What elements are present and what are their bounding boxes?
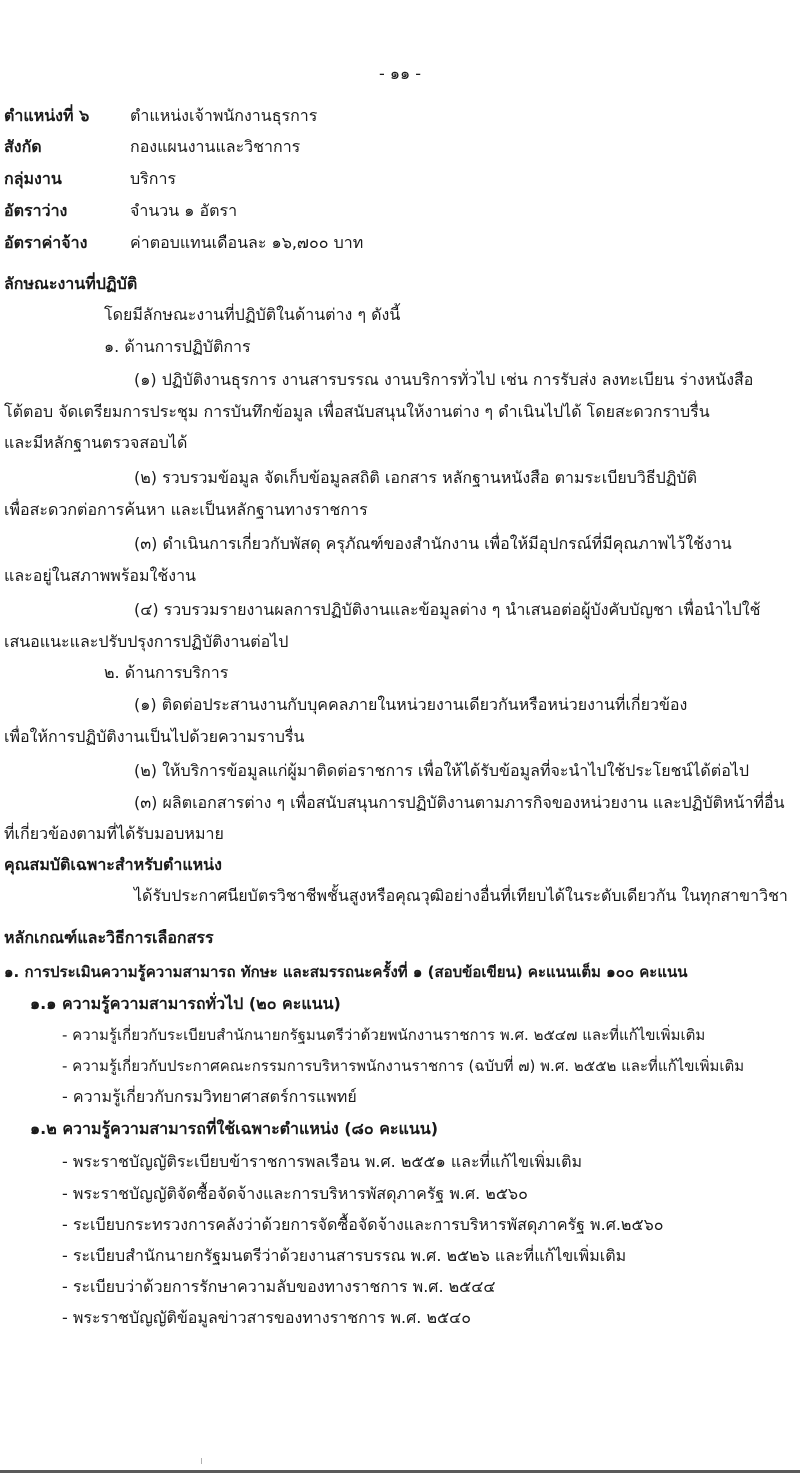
page-number: - ๑๑ - [378,64,422,83]
duties-intro: โดยมีลักษณะงานที่ปฏิบัติในด้านต่าง ๆ ดังนี้ [104,305,401,324]
duties-section-title: ๒. ด้านการบริการ [104,663,229,682]
duty-item-text: เพื่อให้การปฏิบัติงานเป็นไปด้วยความราบรื่น [4,727,305,746]
position-info-value: กองแผนงานและวิชาการ [130,137,301,156]
duties-section-title: ๑. ด้านการปฏิบัติการ [104,337,251,356]
selection-list-item: - ความรู้เกี่ยวกับระเบียบสำนักนายกรัฐมนตรีว่าด้วยพนักงานราชการ พ.ศ. ๒๕๔๗ และที่แก้ไขเพิ่มเติม [62,1026,706,1044]
duty-item-text: (๑) ติดต่อประสานงานกับบุคคลภายในหน่วยงานเดียวกันหรือหน่วยงานที่เกี่ยวข้อง [134,695,688,714]
duty-item-text: (๓) ดำเนินการเกี่ยวกับพัสดุ ครุภัณฑ์ของสำนักงาน เพื่อให้มีอุปกรณ์ที่มีคุณภาพไว้ใช้งาน [134,534,732,553]
duty-item-text: และอยู่ในสภาพพร้อมใช้งาน [4,566,196,585]
selection-list-item: - พระราชบัญญัติจัดซื้อจัดจ้างและการบริหารพัสดุภาครัฐ พ.ศ. ๒๕๖๐ [62,1184,528,1203]
position-info-value: บริการ [130,169,177,188]
duty-item-text: (๒) ให้บริการข้อมูลแก่ผู้มาติดต่อราชการ เพื่อให้ได้รับข้อมูลที่จะนำไปใช้ประโยชน์ได้ต่อไป [134,761,749,780]
duty-item-text: โต้ตอบ จัดเตรียมการประชุม การบันทึกข้อมูล เพื่อสนับสนุนให้งานต่าง ๆ ดำเนินไปได้ โดยสะดวกราบรื่น [4,402,710,421]
position-info-label: กลุ่มงาน [4,169,62,188]
duty-item-text: เพื่อสะดวกต่อการค้นหา และเป็นหลักฐานทางราชการ [4,500,368,519]
selection-list-item: - ระเบียบว่าด้วยการรักษาความลับของทางราชการ พ.ศ. ๒๕๔๔ [62,1277,496,1296]
qualifications-text: ได้รับประกาศนียบัตรวิชาชีพชั้นสูงหรือคุณวุฒิอย่างอื่นที่เทียบได้ในระดับเดียวกัน ในทุกสาขาวิชา [134,886,788,905]
duties-heading: ลักษณะงานที่ปฏิบัติ [4,274,138,293]
position-info-value: จำนวน ๑ อัตรา [130,201,238,220]
duty-item-text: (๔) รวบรวมรายงานผลการปฏิบัติงานและข้อมูลต่าง ๆ นำเสนอต่อผู้บังคับบัญชา เพื่อนำไปใช้ [134,600,761,619]
duty-item-text: และมีหลักฐานตรวจสอบได้ [4,433,188,452]
selection-list-item: - ความรู้เกี่ยวกับประกาศคณะกรรมการบริหารพนักงานราชการ (ฉบับที่ ๗) พ.ศ. ๒๕๕๒ และที่แก้ไขเพิ่มเติม [62,1057,745,1075]
position-info-value: ตำแหน่งเจ้าพนักงานธุรการ [130,106,318,125]
duty-item-text: (๑) ปฏิบัติงานธุรการ งานสารบรรณ งานบริการทั่วไป เช่น การรับส่ง ลงทะเบียน ร่างหนังสือ [134,370,754,389]
selection-part-title: ๑. การประเมินความรู้ความสามารถ ทักษะ และสมรรถนะครั้งที่ ๑ (สอบข้อเขียน) คะแนนเต็ม ๑๐๐ คะแนน [4,963,688,981]
selection-heading: หลักเกณฑ์และวิธีการเลือกสรร [4,928,214,947]
selection-list-item: - พระราชบัญญัติข้อมูลข่าวสารของทางราชการ พ.ศ. ๒๕๔๐ [62,1308,471,1327]
scan-mark [201,1458,202,1464]
selection-list-item: - ระเบียบกระทรวงการคลังว่าด้วยการจัดซื้อจัดจ้างและการบริหารพัสดุภาครัฐ พ.ศ.๒๕๖๐ [62,1215,664,1234]
page-bottom-border [0,1470,800,1473]
selection-list-item: - ความรู้เกี่ยวกับกรมวิทยาศาสตร์การแพทย์ [62,1087,357,1106]
selection-list-item: - พระราชบัญญัติระเบียบข้าราชการพลเรือน พ.ศ. ๒๕๕๑ และที่แก้ไขเพิ่มเติม [62,1152,583,1171]
duty-item-text: เสนอแนะและปรับปรุงการปฏิบัติงานต่อไป [4,632,289,651]
position-info-label: สังกัด [4,137,42,156]
selection-subsection-title: ๑.๒ ความรู้ความสามารถที่ใช้เฉพาะตำแหน่ง (๘๐ คะแนน) [30,1119,438,1138]
selection-list-item: - ระเบียบสำนักนายกรัฐมนตรีว่าด้วยงานสารบรรณ พ.ศ. ๒๕๒๖ และที่แก้ไขเพิ่มเติม [62,1246,627,1265]
selection-subsection-title: ๑.๑ ความรู้ความสามารถทั่วไป (๒๐ คะแนน) [30,994,341,1013]
position-info-label: อัตราว่าง [4,201,68,220]
position-info-label: อัตราค่าจ้าง [4,233,88,252]
qualifications-heading: คุณสมบัติเฉพาะสำหรับตำแหน่ง [4,855,222,874]
duty-item-text: (๓) ผลิตเอกสารต่าง ๆ เพื่อสนับสนุนการปฏิบัติงานตามภารกิจของหน่วยงาน และปฏิบัติหน้าที่อื่น [134,793,785,812]
duty-item-text: ที่เกี่ยวข้องตามที่ได้รับมอบหมาย [4,824,224,843]
position-info-label: ตำแหน่งที่ ๖ [4,106,90,125]
position-info-value: ค่าตอบแทนเดือนละ ๑๖,๗๐๐ บาท [130,233,364,252]
duty-item-text: (๒) รวบรวมข้อมูล จัดเก็บข้อมูลสถิติ เอกสาร หลักฐานหนังสือ ตามระเบียบวิธีปฏิบัติ [134,468,698,487]
